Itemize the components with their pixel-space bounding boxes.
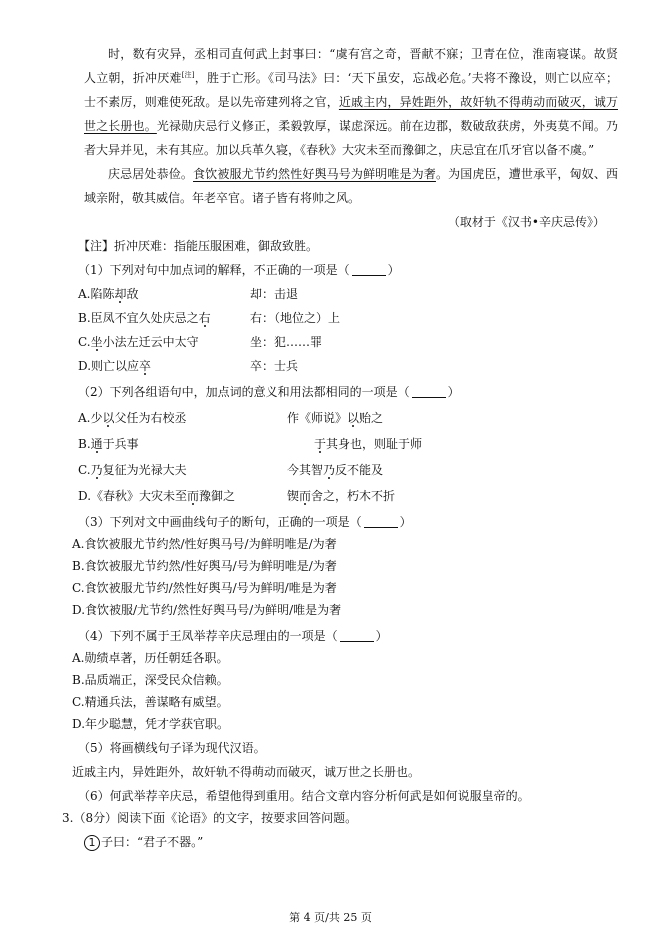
answer-blank[interactable]	[352, 262, 386, 276]
q2-option-c: C.乃复征为光禄大夫	[78, 463, 187, 477]
dotted-word: 通	[90, 437, 103, 451]
q1-option-a-gloss: 却：击退	[250, 287, 299, 301]
q1-option-c: C.坐小法左迁云中太守	[78, 335, 199, 349]
section-3-heading: 3.（8分）阅读下面《论语》的文字，按要求回答问题。	[62, 811, 358, 825]
q2-option-d-compare: 锲而舍之，朽木不折	[287, 489, 396, 503]
q4-option-b: B.品质端正，深受民众信赖。	[72, 673, 229, 687]
q2-option-b-compare: 于其身也，则耻于师	[314, 437, 423, 451]
q3-option-a: A.食饮被服尤节约然/性好舆马号/为鲜明唯是/为奢	[72, 537, 337, 551]
question-5-sentence: 近戚主内，异姓距外，故奸轨不得萌动而破灭，诚万世之长册也。	[72, 765, 421, 779]
q2-option-c-compare: 今其智乃反不能及	[287, 463, 384, 477]
passage-text: 。为国虎臣，遭世承平，匈奴、西域亲附，敬其威信。年老卒官。诸子皆有将帅之风。	[84, 167, 618, 205]
q1-option-b-gloss: 右：（地位之）上	[250, 311, 341, 325]
passage-text: 庆忌居处恭俭。	[108, 167, 194, 181]
answer-blank[interactable]	[412, 384, 446, 398]
page-footer: 第 4 页/共 25 页	[289, 911, 372, 924]
passage-text: 时，数有灾异，丞相司直何武上封事曰：“虞有宫之奇，晋献不寐；卫青在位，淮南寝谋。故贤人立朝，折冲厌难	[84, 47, 618, 85]
dotted-word: 而	[299, 489, 312, 503]
q1-option-c-gloss: 坐：犯……罪	[250, 335, 323, 349]
passage-text: 光禄勋庆忌行义修正，柔毅敦厚，谋虑深远。前在边郡，数破敌获虏，外夷莫不闻。乃者大异并见，未有其应。加以兵革久寝，《春秋》大灾未至而豫御之，庆忌宜在爪牙官以备不虞。”	[84, 119, 618, 157]
question-6-stem: （6）何武举荐辛庆忌，希望他得到重用。结合文章内容分析何武是如何说服皇帝的。	[78, 789, 530, 803]
question-1-stem: （1）下列对句中加点词的解释，不正确的一项是（ ）	[78, 263, 400, 277]
q3-option-b: B.食饮被服尤节约然/性好舆马/号为鲜明唯是/为奢	[72, 559, 337, 573]
answer-blank[interactable]	[364, 514, 398, 528]
q2-option-a-compare: 作《师说》以贻之	[287, 411, 384, 425]
source-citation: （取材于《汉书•辛庆忌传》）	[447, 215, 605, 229]
underlined-sentence: 近戚主内，异姓距外，故奸轨不得萌动而破灭，诚万世之长册也。	[84, 95, 618, 133]
dotted-word: 坐	[90, 335, 103, 349]
dotted-word: 右	[198, 311, 211, 325]
dotted-word: 于	[314, 437, 327, 451]
question-5-stem: （5）将画横线句子译为现代汉语。	[78, 741, 266, 755]
q4-option-c: C.精通兵法，善谋略有威望。	[72, 695, 229, 709]
note-marker: [注]	[181, 71, 195, 79]
section-3-item-1: 1 子曰：“君子不器。”	[84, 830, 203, 854]
q2-option-a: A.少以父任为右校丞	[78, 411, 187, 425]
q3-option-c: C.食饮被服尤节约/然性好舆马/号为鲜明/唯是为奢	[72, 581, 337, 595]
passage-paragraph-1	[84, 42, 618, 162]
question-3-stem: （3）下列对文中画曲线句子的断句，正确的一项是（ ）	[78, 515, 412, 529]
q2-option-d: D.《春秋》大灾未至而豫御之	[78, 489, 236, 503]
dotted-word: 乃	[323, 463, 336, 477]
dotted-word: 卒	[139, 359, 152, 373]
q4-option-d: D.年少聪慧，凭才学获官职。	[72, 717, 230, 731]
answer-blank[interactable]	[340, 628, 374, 642]
q1-option-d-gloss: 卒：士兵	[250, 359, 299, 373]
q3-option-d: D.食饮被服/尤节约/然性好舆马号/为鲜明/唯是为奢	[72, 603, 342, 617]
question-4-stem: （4）下列不属于王凤举荐辛庆忌理由的一项是（ ）	[78, 629, 388, 643]
q1-option-d: D.则亡以应卒	[78, 359, 152, 373]
dotted-word: 却	[114, 287, 127, 301]
q1-option-b: B.臣凤不宜久处庆忌之右	[78, 311, 211, 325]
q1-option-a: A.陷陈却敌	[78, 287, 139, 301]
dotted-word: 以	[347, 411, 360, 425]
dotted-word: 以	[102, 411, 115, 425]
question-2-stem: （2）下列各组语句中，加点词的意义和用法都相同的一项是（ ）	[78, 385, 460, 399]
circled-number: 1	[84, 835, 100, 851]
q4-option-a: A.勋绩卓著，历任朝廷各职。	[72, 651, 229, 665]
curved-underlined-sentence: 食饮被服尤节约然性好舆马号为鲜明唯是为奢	[193, 167, 436, 181]
q2-option-b: B.通于兵事	[78, 437, 139, 451]
dotted-word: 而	[187, 489, 200, 503]
passage-text: ，胜于亡形。《司马法》曰：‘天下虽安，忘战必危。’夫将不豫设，则亡以应卒；士不素厉，则难使死敌。是以先帝建列将之官，	[84, 71, 618, 109]
dotted-word: 乃	[90, 463, 103, 477]
passage-paragraph-2	[84, 162, 618, 210]
annotation-note: 【注】折冲厌难：指能压服困难，御敌致胜。	[78, 239, 319, 253]
